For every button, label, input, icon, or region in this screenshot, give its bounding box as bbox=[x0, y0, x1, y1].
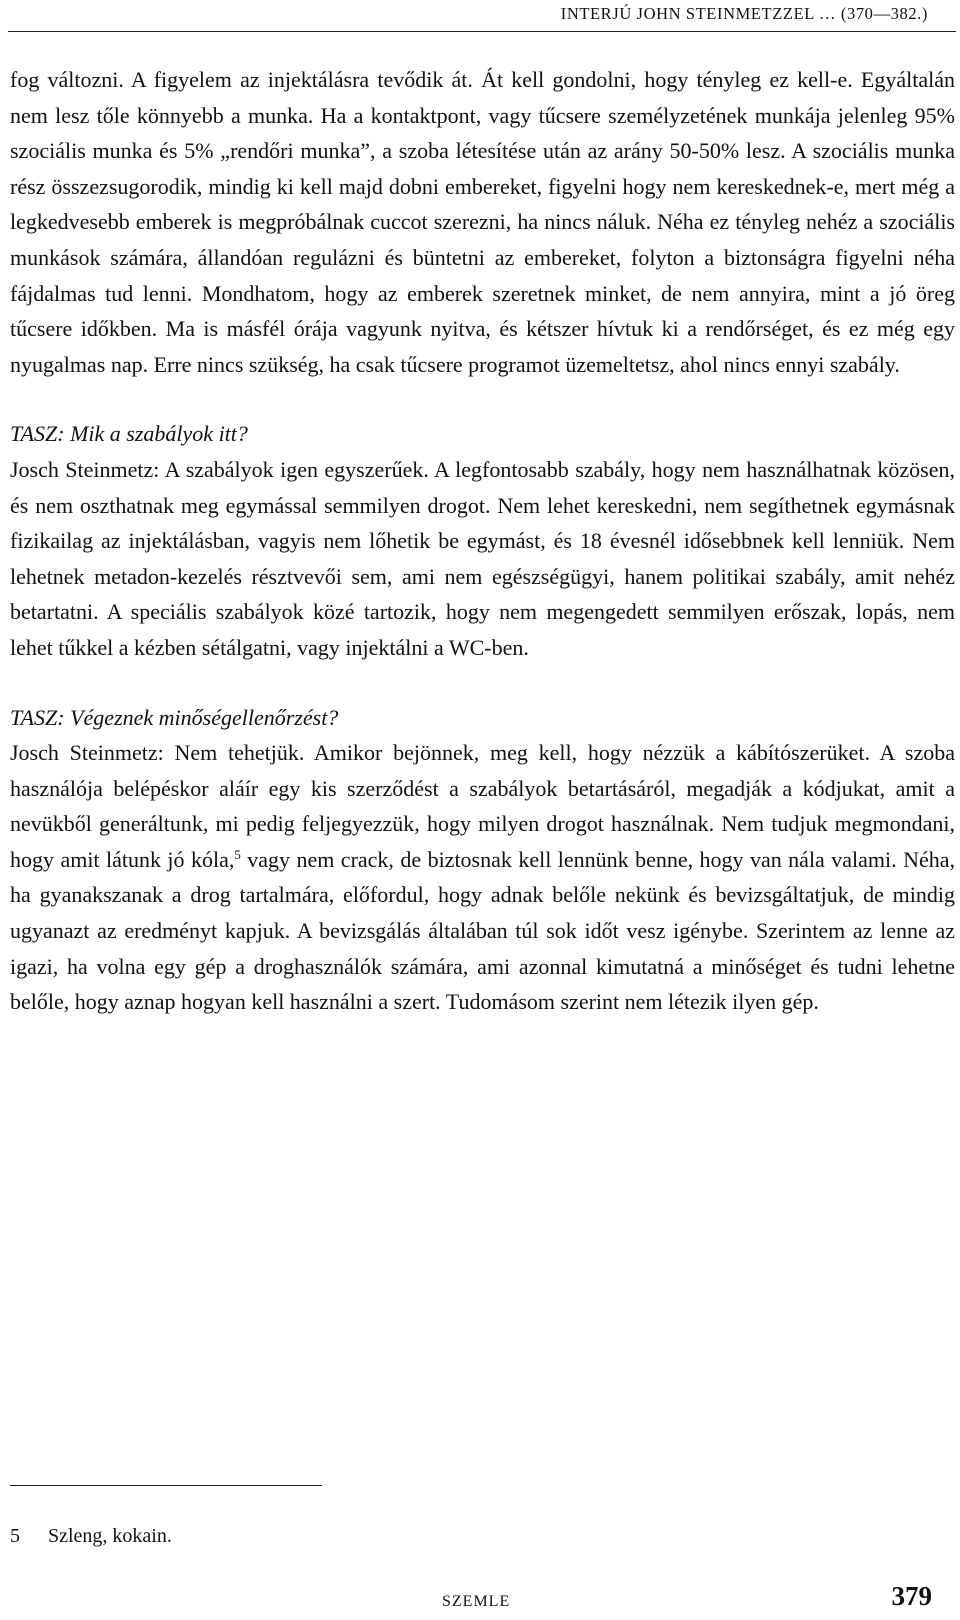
paragraph-gap bbox=[10, 666, 955, 700]
footnote bbox=[10, 1523, 172, 1549]
footnote-reference[interactable]: 5 bbox=[234, 846, 241, 862]
article-body bbox=[10, 62, 955, 1020]
running-head bbox=[0, 3, 960, 27]
interview-answer: Josch Steinmetz: A szabályok igen egyszerűek. A legfontosabb szabály, hogy nem használhatnak közösen, és nem oszthatnak meg egymással semmilyen drogot. Nem lehet kereskedni, nem segíthetnek egymásnak fizikailag az injektálásban, vagyis nem lőhetik be egymást, és 18 évesnél idősebbnek kell lenniük. Nem lehetnek metadon-kezelés résztvevői sem, ami nem egészségügyi, hanem politikai szabály, amit nehéz betartatni. A speciális szabályok közé tartozik, hogy nem megengedett semmilyen erőszak, lopás, nem lehet tűkkel a kézben sétálgatni, vagy injektálni a WC-ben. bbox=[10, 456, 955, 660]
paragraph-gap bbox=[10, 382, 955, 416]
interview-question: TASZ: Mik a szabályok itt? bbox=[10, 421, 248, 447]
answer-text: Josch Steinmetz: Nem tehetjük. Amikor bejönnek, meg kell, hogy nézzük a kábítószerüket. A szoba használója belépéskor aláír egy kis szerződést a szabályok betartásáról, megadják a kódjukat, amit a nevükből generáltunk, mi pedig feljegyezzük, hogy milyen drogot használnak. Nem tudjuk megmondani, hogy amit látunk jó kóla, bbox=[10, 740, 955, 872]
interview-question: TASZ: Végeznek minőségellenőrzést? bbox=[10, 704, 339, 730]
footnote-rule bbox=[10, 1485, 322, 1486]
journal-name: SZEMLE bbox=[442, 1593, 511, 1610]
footnote-number: 5 bbox=[10, 1525, 20, 1547]
footnote-text: Szleng, kokain. bbox=[48, 1525, 172, 1547]
paragraph: fog változni. A figyelem az injektálásra tevődik át. Át kell gondolni, hogy tényleg ez kell-e. Egyáltalán nem lesz tőle könnyebb a munka. Ha a kontaktpont, vagy tűcsere személyzetének munkája jelenleg 95% szociális munka és 5% „rendőri munka”, a szoba létesítése után az arány 50-50% lesz. A szociális munka rész összezsugorodik, mindig ki kell majd dobni embereket, figyelni hogy nem kereskednek-e, mert még a legkedvesebb emberek is megpróbálnak cuccot szerezni, ha nincs náluk. Néha ez tényleg nehéz a szociális munkások számára, állandóan regulázni és büntetni az embereket, folyton a biztonságra figyelni néha fájdalmas tud lenni. Mondhatom, hogy az emberek szeretnek minket, de nem annyira, mint a jó öreg tűcsere időkben. Ma is másfél órája vagyunk nyitva, és kétszer hívtuk ki a rendőrséget, és ez még egy nyugalmas nap. Erre nincs szükség, ha csak tűcsere programot üzemeltetsz, ahol nincs ennyi szabály. bbox=[10, 67, 955, 377]
interview-answer bbox=[10, 735, 955, 1020]
page-number: 379 bbox=[891, 1581, 932, 1611]
answer-text: vagy nem crack, de biztosnak kell lennünk benne, hogy van nála valami. Néha, ha gyanakszanak a drog tartalmára, előfordul, hogy adnak belőle nekünk és bevizsgáltatjuk, de mindig ugyanazt az eredményt kapjuk. A bevizsgálás általában túl sok időt vesz igénybe. Szerintem az lenne az igazi, ha volna egy gép a droghasználók számára, ami azonnal kimutatná a minőséget és tudni lehetne belőle, hogy aznap hogyan kell használni a szert. Tudomásom szerint nem létezik ilyen gép. bbox=[10, 846, 955, 1015]
header-rule bbox=[8, 31, 956, 32]
running-title: INTERJÚ JOHN STEINMETZZEL … (370—382.) bbox=[560, 4, 928, 23]
